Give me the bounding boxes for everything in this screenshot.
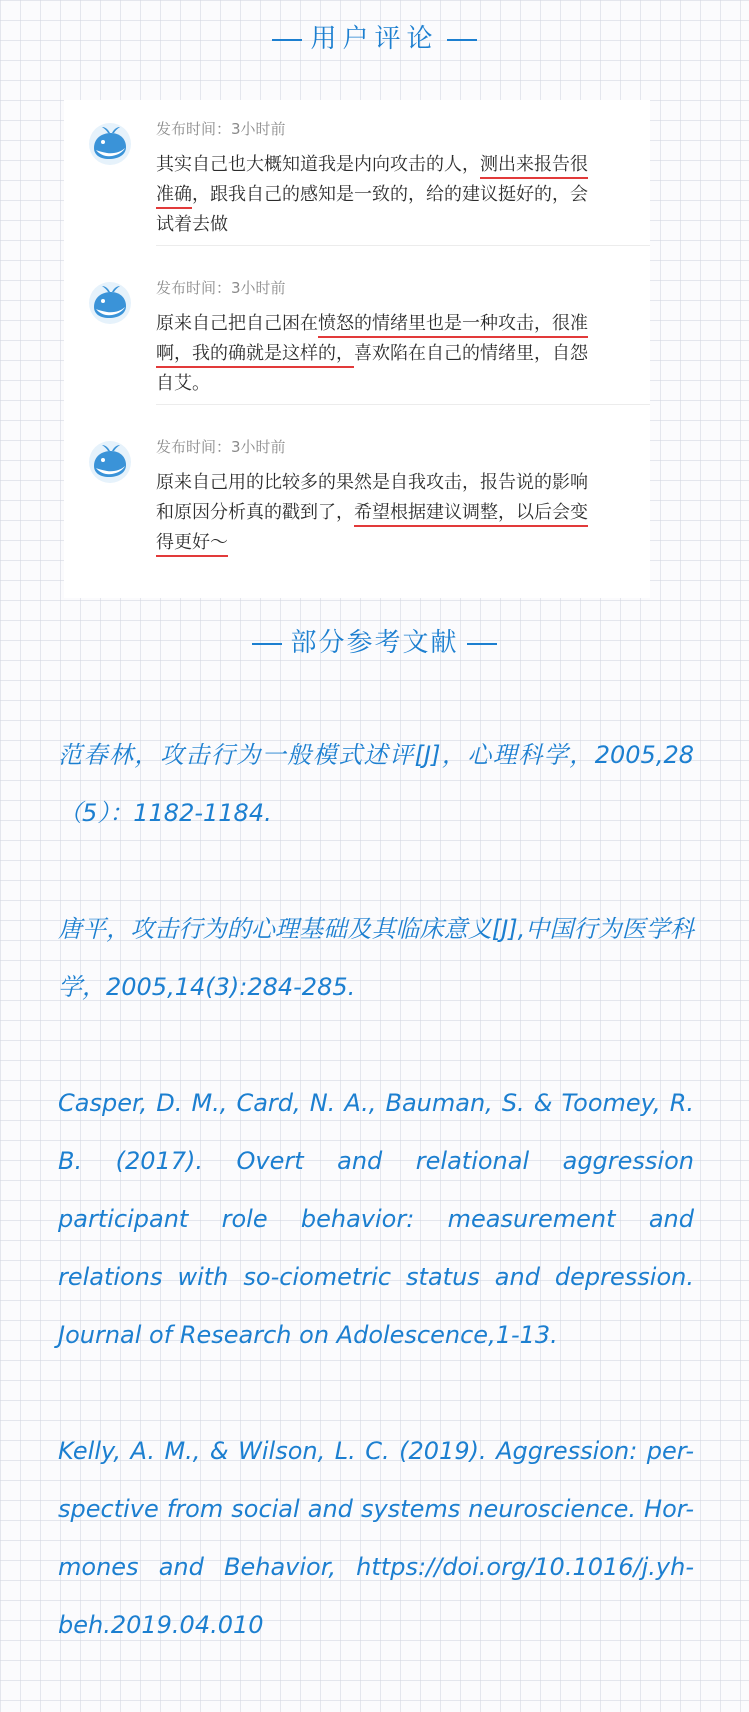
title-dash-right bbox=[447, 39, 477, 41]
title-dash-left bbox=[272, 39, 302, 41]
comment-text-segment: 其实自己也大概知道我是内向攻击的人， bbox=[156, 154, 480, 175]
references-title-text: 部分参考文献 bbox=[290, 628, 459, 658]
comment-highlight: 希望根据建议调整，以后会变得更好～ bbox=[156, 502, 588, 553]
comment-highlight: 愤怒的情绪里也是一种攻击，很准啊，我的确就是这样的， bbox=[156, 313, 588, 364]
references-section-title bbox=[0, 622, 749, 659]
comment-item bbox=[64, 418, 650, 588]
comment-divider bbox=[156, 404, 650, 405]
comment-text-segment: 原来自己用的比较多的果然是自我攻击，报告说的影响和原因分析真的戳到了， bbox=[156, 472, 588, 523]
whale-icon bbox=[88, 122, 132, 166]
reference-list bbox=[58, 726, 694, 1712]
comments-section-title bbox=[0, 18, 749, 55]
title-dash-left bbox=[252, 643, 282, 645]
reference-item: 唐平，攻击行为的心理基础及其临床意义[J],中国行为医学科学，2005,14(3):284-285. bbox=[58, 915, 694, 1001]
title-dash-right bbox=[467, 643, 497, 645]
reference-item: Kelly, A. M., & Wilson, L. C. (2019). Aggression: per-spective from social and systems neuroscience. Hor-mones and Behavior, https://doi.org/10.1016/j.yh-beh.2019.04.010 bbox=[58, 1437, 694, 1639]
comments-title-text: 用户评论 bbox=[310, 24, 439, 54]
comments-card bbox=[64, 100, 650, 598]
comment-text bbox=[156, 309, 596, 399]
comment-divider bbox=[156, 245, 650, 246]
comment-time: 发布时间：3小时前 bbox=[156, 279, 286, 297]
comment-text bbox=[156, 150, 596, 240]
whale-icon bbox=[88, 281, 132, 325]
reference-item: Casper, D. M., Card, N. A., Bauman, S. & Toomey, R. B. (2017). Overt and relational aggression participant role behavior: measurement and relations with so-ciometric status and depression. Journal of Research on Adolescence,1-13. bbox=[58, 1089, 694, 1349]
comment-highlight: 测出来报告很准确 bbox=[156, 154, 588, 205]
comment-text-segment: 原来自己把自己困在 bbox=[156, 313, 318, 334]
comment-text-segment: 喜欢陷在自己的情绪里，自怨自艾。 bbox=[156, 343, 588, 394]
comment-time: 发布时间：3小时前 bbox=[156, 438, 286, 456]
comment-text-segment: ，跟我自己的感知是一致的，给的建议挺好的，会试着去做 bbox=[156, 184, 588, 235]
reference-item: 范春林，攻击行为一般模式述评[J]，心理科学，2005,28（5）：1182-1184. bbox=[58, 741, 694, 827]
comment-time: 发布时间：3小时前 bbox=[156, 120, 286, 138]
whale-icon bbox=[88, 440, 132, 484]
comment-text bbox=[156, 468, 596, 558]
